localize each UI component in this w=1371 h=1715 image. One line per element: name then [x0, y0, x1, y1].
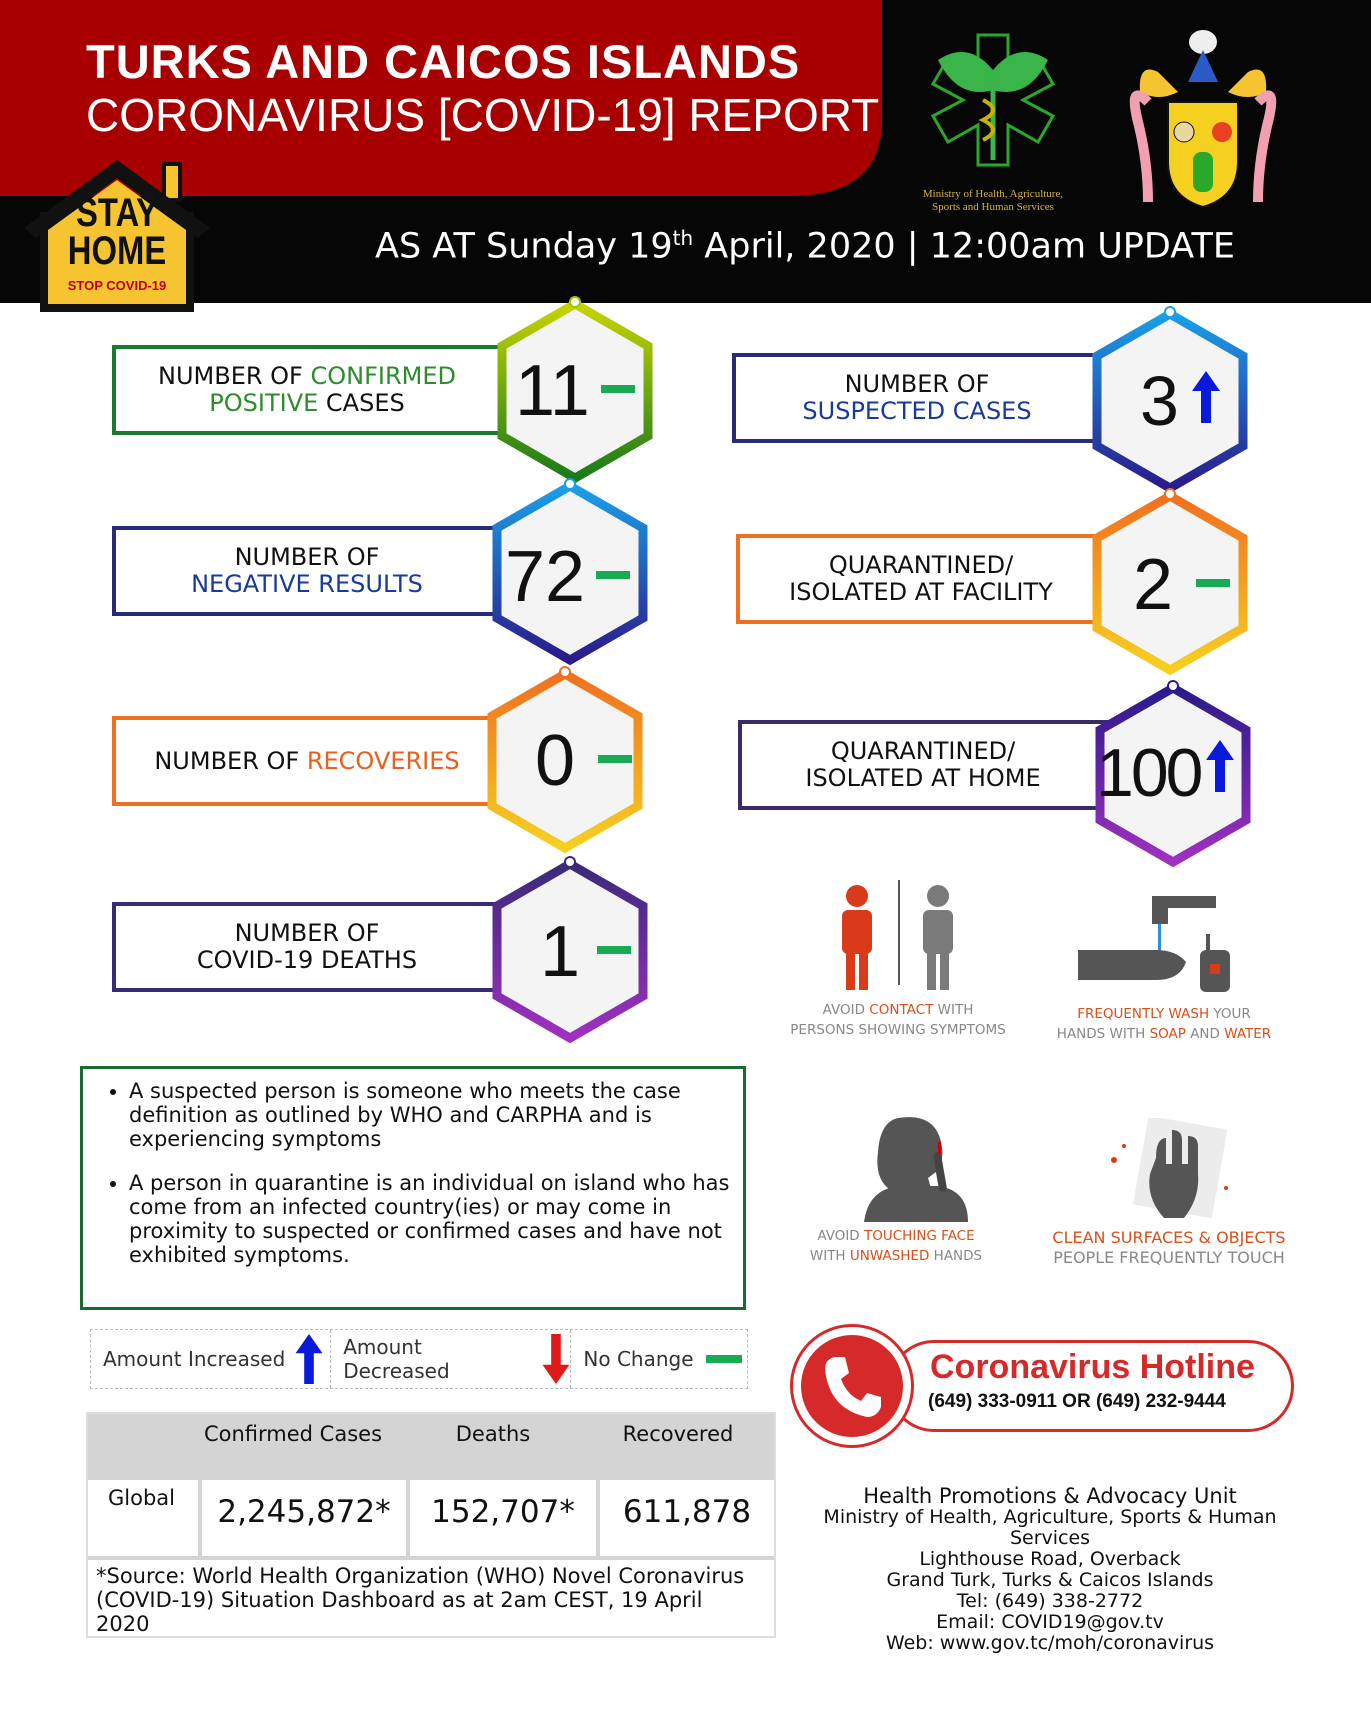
- contact-ministry: Ministry of Health, Agriculture, Sports & Human Services: [823, 1506, 1277, 1549]
- avoid-contact-icon: [830, 880, 970, 990]
- table-source: *Source: World Health Organization (WHO) Novel Coronavirus (COVID-19) Situation Dashboard as at 2am CEST, 19 April 2020: [96, 1564, 745, 1636]
- stay-home-line3: STOP COVID-19: [67, 278, 167, 293]
- row-label-global: Global: [108, 1486, 175, 1510]
- update-timestamp: AS AT Sunday 19th April, 2020 | 12:00am UPDATE: [375, 226, 1235, 267]
- quarantined-facility-value-group: [1133, 545, 1253, 625]
- recoveries-value-group: [535, 721, 655, 801]
- legend-no-change: No Change: [571, 1330, 747, 1388]
- trend-legend: [90, 1329, 748, 1389]
- suspected-cases-label: NUMBER OF SUSPECTED CASES: [732, 353, 1102, 443]
- increased-arrow-icon: [1206, 740, 1234, 792]
- confirmed-value-group: [515, 351, 665, 431]
- stay-home-line2: HOME: [67, 229, 167, 273]
- clean-surfaces-caption: CLEAN SURFACES & OBJECTS PEOPLE FREQUENTLY TOUCH: [1052, 1228, 1286, 1267]
- coat-of-arms-icon: [1118, 22, 1288, 212]
- hotline-phone-badge: [790, 1324, 914, 1448]
- stay-home-line1: STAY: [75, 191, 159, 235]
- global-deaths-value: 152,707*: [431, 1494, 575, 1530]
- avoid-touching-face-icon: [858, 1112, 978, 1222]
- header-recovered: Recovered: [622, 1422, 734, 1446]
- global-stats-table: [86, 1412, 776, 1638]
- ministry-logo-line2: Sports and Human Services: [932, 201, 1054, 213]
- definition-suspected: • A suspected person is someone who meets the case definition as outlined by WHO and CARPHA and is experiencing symptoms: [129, 1079, 743, 1151]
- deaths-label: NUMBER OF COVID-19 DEATHS: [112, 902, 502, 992]
- hotline-title: Coronavirus Hotline: [930, 1348, 1255, 1386]
- confirmed-cases-label: NUMBER OF CONFIRMED POSITIVE CASES: [112, 345, 502, 435]
- negative-value-group: [505, 537, 655, 617]
- global-confirmed-value: 2,245,872*: [217, 1494, 391, 1530]
- recoveries-label: NUMBER OF RECOVERIES: [112, 716, 502, 806]
- no-change-icon: [598, 755, 632, 763]
- contact-web[interactable]: Web: www.gov.tc/moh/coronavirus: [885, 1632, 1215, 1654]
- no-change-icon: [597, 946, 631, 954]
- no-change-icon: [596, 571, 630, 579]
- quarantined-home-value-group: [1096, 735, 1266, 811]
- suspected-value-group: [1140, 362, 1250, 440]
- decreased-arrow-icon: [542, 1334, 570, 1384]
- wash-hands-caption: FREQUENTLY WASH YOUR HANDS WITH SOAP AND WATER: [1056, 1006, 1272, 1042]
- phone-icon: [823, 1355, 883, 1419]
- contact-unit: Health Promotions & Advocacy Unit: [863, 1484, 1237, 1508]
- stay-home-badge: [22, 158, 212, 314]
- report-title: TURKS AND CAICOS ISLANDS: [86, 35, 801, 88]
- quarantined-facility-label: QUARANTINED/ ISOLATED AT FACILITY: [736, 534, 1106, 624]
- global-recovered-value: 611,878: [622, 1494, 752, 1530]
- header-deaths: Deaths: [455, 1422, 531, 1446]
- no-change-icon: [706, 1355, 742, 1363]
- legend-decreased: Amount Decreased: [331, 1330, 571, 1388]
- deaths-value-group: [540, 912, 660, 992]
- increased-arrow-icon: [1192, 371, 1220, 423]
- contact-tel: Tel: (649) 338-2772: [956, 1590, 1144, 1612]
- negative-results-label: NUMBER OF NEGATIVE RESULTS: [112, 526, 502, 616]
- no-change-icon: [601, 385, 635, 393]
- header-confirmed: Confirmed Cases: [203, 1422, 383, 1446]
- negative-results-value: 72: [505, 537, 586, 617]
- definition-quarantine: • A person in quarantine is an individual on island who has come from an infected country(ies) or may come in proximity to suspected or confirmed cases and have not exhibited symptoms.: [129, 1171, 743, 1267]
- quarantined-facility-value: 2: [1133, 545, 1174, 625]
- contact-address1: Lighthouse Road, Overback: [919, 1548, 1181, 1570]
- confirmed-cases-value: 11: [515, 351, 590, 431]
- definitions-box: [80, 1066, 746, 1310]
- contact-address2: Grand Turk, Turks & Caicos Islands: [886, 1569, 1214, 1591]
- hotline-numbers: (649) 333-0911 OR (649) 232-9444: [928, 1391, 1226, 1412]
- deaths-value: 1: [540, 912, 581, 992]
- report-subtitle: CORONAVIRUS [COVID-19] REPORT: [86, 89, 880, 141]
- avoid-face-caption: AVOID TOUCHING FACE WITH UNWASHED HANDS: [809, 1228, 983, 1264]
- suspected-cases-value: 3: [1140, 362, 1179, 440]
- legend-increased: Amount Increased: [91, 1330, 331, 1388]
- no-change-icon: [1196, 579, 1230, 587]
- ministry-logo: [898, 30, 1088, 220]
- avoid-contact-caption: AVOID CONTACT WITH PERSONS SHOWING SYMPTOMS: [790, 1002, 1006, 1038]
- contact-info: [790, 1486, 1310, 1654]
- clean-surfaces-icon: [1106, 1118, 1236, 1228]
- star-of-life-icon: [898, 30, 1088, 190]
- increased-arrow-icon: [295, 1334, 323, 1384]
- quarantined-home-value: 100: [1096, 735, 1201, 811]
- wash-hands-icon: [1076, 890, 1251, 1000]
- quarantined-home-label: QUARANTINED/ ISOLATED AT HOME: [738, 720, 1108, 810]
- contact-email[interactable]: Email: COVID19@gov.tv: [936, 1611, 1164, 1633]
- ministry-logo-line1: Ministry of Health, Agriculture,: [922, 188, 1064, 200]
- recoveries-value: 0: [535, 721, 576, 801]
